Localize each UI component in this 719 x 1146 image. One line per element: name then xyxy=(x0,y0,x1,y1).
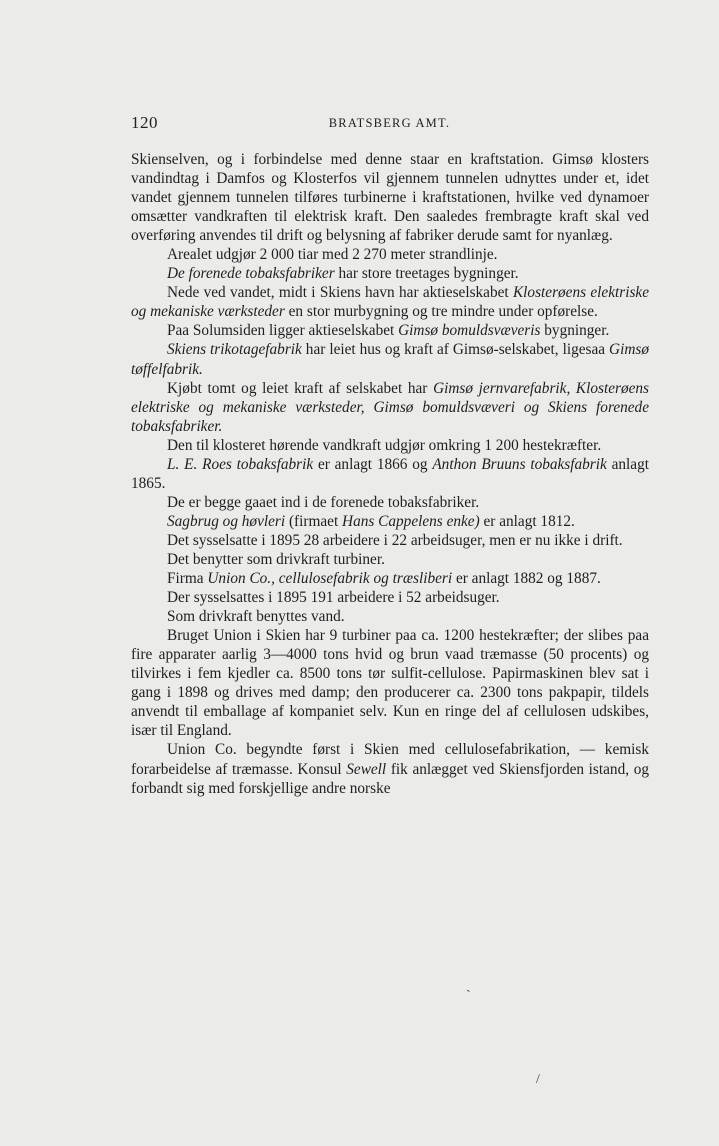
italic-text-run: Sagbrug og høvleri xyxy=(167,512,286,530)
paragraph xyxy=(131,531,649,550)
paragraph xyxy=(131,150,649,245)
text-run: Kjøbt tomt og leiet kraft af selskabet har xyxy=(167,379,434,397)
paragraph xyxy=(131,455,649,493)
text-run: anlagt 1865. xyxy=(131,455,649,492)
text-run: Bruget Union i Skien har 9 turbiner paa ca. 1200 hestekræfter; der slibes paa fire apparater aarlig 3—4000 tons hvid og brun vaad træmasse (50 procents) og tilvirkes i fem kjedler ca. 8500 tons tør sulfit-cellulose. Papirmaskinen blev sat i gang i 1898 og drives med damp; den producerer ca. 2300 tons pakpapir, tildels anvendt til emballage af kompaniet selv. Kun en ringe del af cellulosen udskibes, især til England. xyxy=(131,627,649,740)
text-run: Som drivkraft benyttes vand. xyxy=(167,608,345,626)
text-run: Union Co. begyndte først i Skien med cellulosefabrikation, — kemisk forarbeidelse af træmasse. Konsul xyxy=(131,741,649,778)
page-number: 120 xyxy=(131,113,158,132)
italic-text-run: Skiens trikotagefabrik xyxy=(167,341,302,359)
text-run: Det sysselsatte i 1895 28 arbeidere i 22 arbeidsuger, men er nu ikke i drift. xyxy=(167,531,623,549)
italic-text-run: Anthon Bruuns tobaksfabrik xyxy=(432,455,607,473)
text-run: Arealet udgjør 2 000 tiar med 2 270 meter strandlinje. xyxy=(167,246,498,264)
running-title: BRATSBERG AMT. xyxy=(328,116,451,130)
text-run: er anlagt 1882 og 1887. xyxy=(452,570,601,588)
paragraph xyxy=(131,626,649,740)
text-run: Skienselven, og i forbindelse med denne staar en kraftstation. Gimsø klosters vandindtag i Damfos og Klosterfos vil gjennem tunnelen udnyttes under et, idet vandet gjennem tunnelen tilføres turbinerne i kraftstationen, hvilke ved dynamoer omsætter vandkraften til elektrisk kraft. Den saaledes frembragte kraft skal ved overføring anvendes til drift og belysning af fabriker derude samt for nyanlæg. xyxy=(131,151,649,245)
paragraph xyxy=(131,264,649,283)
italic-text-run: Hans Cappelens enke) xyxy=(342,512,480,530)
text-run: fik anlægget ved Skiensfjorden istand, og forbandt sig med forskjellige andre norske xyxy=(131,760,649,797)
paragraph xyxy=(131,740,649,797)
text-run: (firmaet xyxy=(285,512,343,530)
text-run: Paa Solumsiden ligger aktieselskabet xyxy=(167,322,399,340)
page-header xyxy=(131,113,648,137)
paragraph xyxy=(131,379,649,436)
paragraph xyxy=(131,340,649,378)
text-run: Nede ved vandet, midt i Skiens havn har aktieselskabet xyxy=(167,284,513,302)
italic-text-run: Klosterøens elektriske og mekaniske værksteder xyxy=(131,284,649,321)
italic-text-run: Sewell xyxy=(346,760,387,778)
text-run: har leiet hus og kraft af Gimsø-selskabet, ligesaa xyxy=(301,341,610,359)
text-run: Firma xyxy=(167,570,208,588)
italic-text-run: L. E. Roes tobaksfabrik xyxy=(167,455,314,473)
paragraph xyxy=(131,607,649,626)
paragraph xyxy=(131,321,649,340)
text-run: Der sysselsattes i 1895 191 arbeidere i 52 arbeidsuger. xyxy=(167,589,500,607)
italic-text-run: Gimsø jernvarefabrik, Klosterøens elektriske og mekaniske værksteder, Gimsø bomuldsvæveri og Skiens forenede tobaksfabriker. xyxy=(131,379,650,435)
body-text xyxy=(131,150,649,798)
italic-text-run: Gimsø bomuldsvæveris xyxy=(398,322,541,340)
paragraph xyxy=(131,245,649,264)
paragraph xyxy=(131,569,649,588)
italic-text-run: Union Co., cellulosefabrik og træsliberi xyxy=(207,570,453,588)
text-run: Det benytter som drivkraft turbiner. xyxy=(167,550,385,568)
paragraph xyxy=(131,550,649,569)
text-run: har store treetages bygninger. xyxy=(334,265,519,283)
ink-mark: / xyxy=(536,1072,540,1087)
text-run: er anlagt 1866 og xyxy=(313,455,433,473)
text-run: De er begge gaaet ind i de forenede tobaksfabriker. xyxy=(167,493,480,511)
italic-text-run: Gimsø tøffelfabrik. xyxy=(131,341,649,378)
paragraph xyxy=(131,493,649,512)
text-run: en stor murbygning og tre mindre under opførelse. xyxy=(284,303,598,321)
paragraph xyxy=(131,588,649,607)
paragraph xyxy=(131,436,649,455)
paragraph xyxy=(131,512,649,531)
text-run: Den til klosteret hørende vandkraft udgjør omkring 1 200 hestekræfter. xyxy=(167,436,602,454)
text-run: er anlagt 1812. xyxy=(479,512,575,530)
paragraph xyxy=(131,283,649,321)
text-run: bygninger. xyxy=(540,322,610,340)
ink-speck: ˏ xyxy=(466,978,471,993)
italic-text-run: De forenede tobaksfabriker xyxy=(167,265,335,283)
